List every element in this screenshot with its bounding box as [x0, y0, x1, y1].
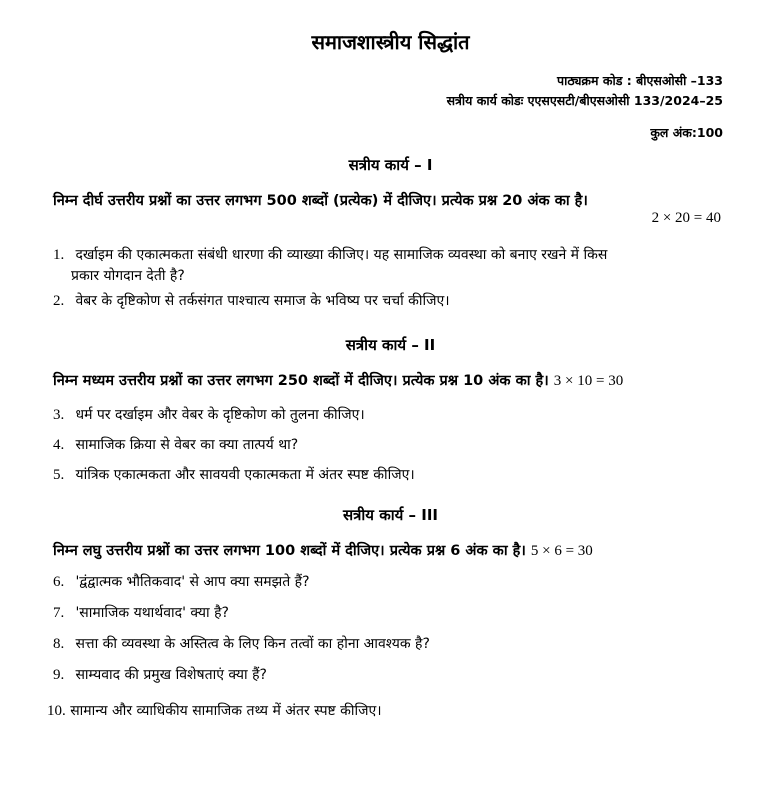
- question-number: 6.: [53, 574, 65, 590]
- question-text: 'द्वंद्वात्मक भौतिकवाद' से आप क्या समझते हैं?: [75, 574, 310, 590]
- question-9: [53, 665, 723, 686]
- page-title: समाजशास्त्रीय सिद्धांत: [311, 30, 470, 54]
- section-instruction-1: निम्न दीर्घ उत्तरीय प्रश्नों का उत्तर लगभग 500 शब्दों (प्रत्येक) में दीजिए। प्रत्येक प्रश्न 20 अंक का है।: [53, 193, 588, 209]
- question-text: दर्खाइम की एकात्मकता संबंधी धारणा की व्याख्या कीजिए। यह सामाजिक व्यवस्था को बनाए रखने में किस: [75, 247, 608, 263]
- question-text: वेबर के दृष्टिकोण से तर्कसंगत पाश्चात्य समाज के भविष्य पर चर्चा कीजिए।: [75, 293, 450, 309]
- question-number: 7.: [53, 605, 65, 621]
- question-number: 2.: [53, 293, 65, 309]
- section-marks-2: 3 × 10 = 30: [553, 373, 624, 389]
- assignment-code: सत्रीय कार्य कोडः एएसएसटी/बीएसओसी 133/2024–25: [446, 93, 723, 108]
- question-text: धर्म पर दर्खाइम और वेबर के दृष्टिकोण को तुलना कीजिए।: [75, 407, 365, 423]
- question-number: 5.: [53, 467, 65, 483]
- question-2: [53, 291, 723, 312]
- question-text: साम्यवाद की प्रमुख विशेषताएं क्या हैं?: [75, 667, 267, 683]
- question-7: [53, 603, 723, 624]
- section-instruction-3: निम्न लघु उत्तरीय प्रश्नों का उत्तर लगभग 100 शब्दों में दीजिए। प्रत्येक प्रश्न 6 अंक का है। 5 × 6 = 30: [53, 543, 593, 559]
- question-5: [53, 465, 723, 486]
- section-marks-3: 5 × 6 = 30: [530, 543, 593, 559]
- question-3: [53, 405, 723, 426]
- question-10: [47, 701, 717, 722]
- course-code: पाठ्यक्रम कोड : बीएसओसी –133: [556, 73, 723, 88]
- question-text: सामाजिक क्रिया से वेबर का क्या तात्पर्य था?: [75, 437, 299, 453]
- question-6: [53, 572, 723, 593]
- question-text: यांत्रिक एकात्मकता और सावयवी एकात्मकता में अंतर स्पष्ट कीजिए।: [75, 467, 415, 483]
- question-number: 10.: [47, 703, 66, 719]
- question-number: 3.: [53, 407, 65, 423]
- section-heading-3: सत्रीय कार्य – III: [342, 506, 439, 524]
- question-text: सत्ता की व्यवस्था के अस्तित्व के लिए किन तत्वों का होना आवश्यक है?: [75, 636, 430, 652]
- question-number: 8.: [53, 636, 65, 652]
- question-number: 4.: [53, 437, 65, 453]
- question-text: 'सामाजिक यथार्थवाद' क्या है?: [75, 605, 229, 621]
- question-4: [53, 435, 723, 456]
- question-text-continued: प्रकार योगदान देती है?: [71, 268, 185, 284]
- question-number: 9.: [53, 667, 65, 683]
- question-1: [53, 245, 723, 287]
- section-heading-2: सत्रीय कार्य – II: [345, 336, 436, 354]
- total-marks: कुल अंक:100: [650, 125, 723, 140]
- section-heading-1: सत्रीय कार्य – I: [348, 156, 433, 174]
- question-text: सामान्य और व्याधिकीय सामाजिक तथ्य में अंतर स्पष्ट कीजिए।: [70, 703, 382, 719]
- question-8: [53, 634, 723, 655]
- section-marks-1: 2 × 20 = 40: [651, 210, 721, 226]
- section-instruction-2: निम्न मध्यम उत्तरीय प्रश्नों का उत्तर लगभग 250 शब्दों में दीजिए। प्रत्येक प्रश्न 10 अंक का है। 3 × 10 = 30: [53, 373, 624, 389]
- question-number: 1.: [53, 247, 65, 263]
